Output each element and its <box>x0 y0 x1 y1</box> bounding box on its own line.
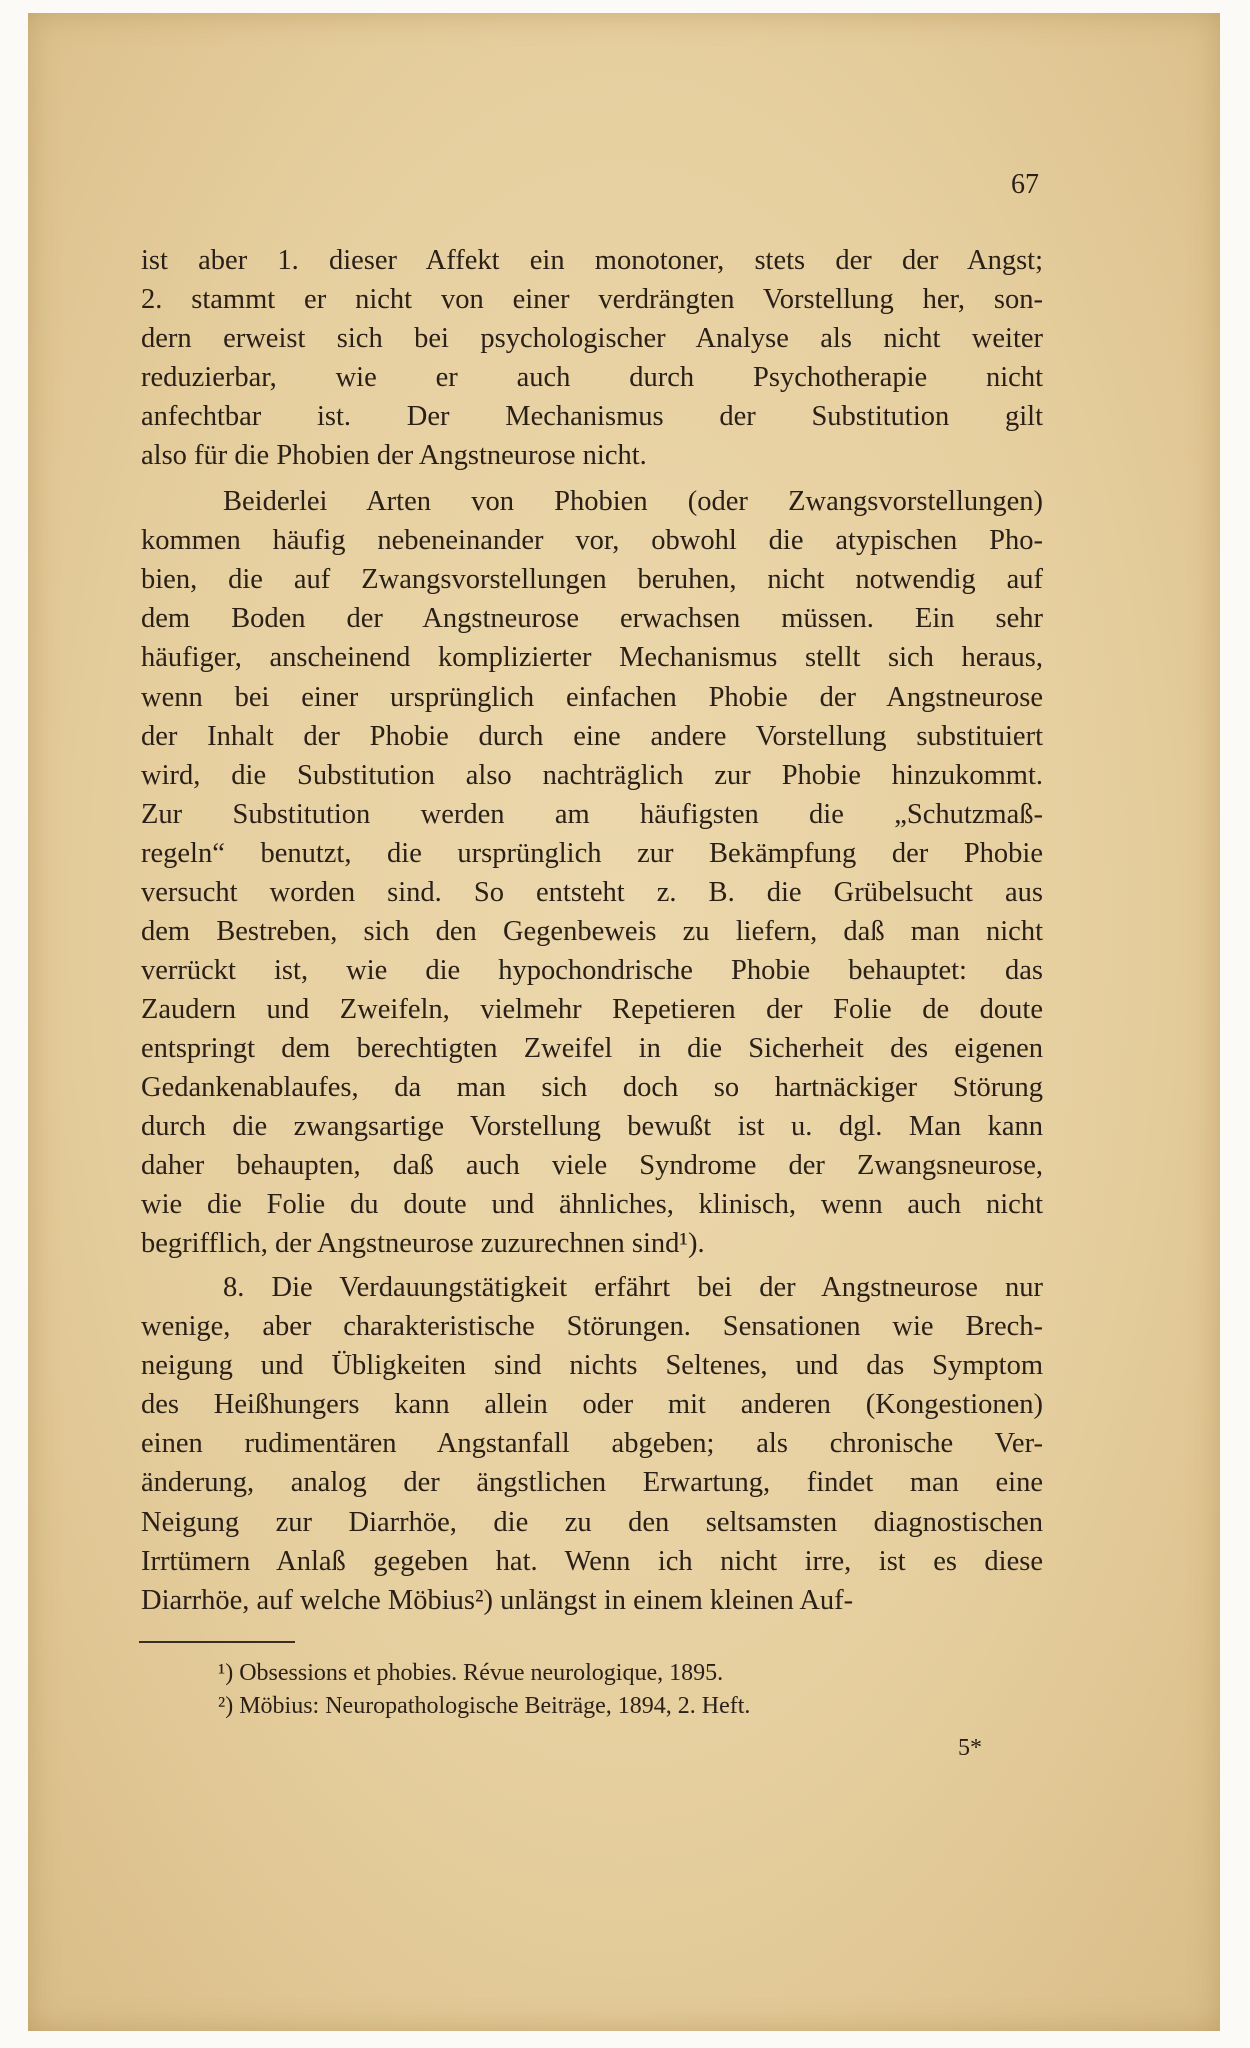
text-line: Zur Substitution werden am häufigsten die „Schutzmaß- <box>141 798 1043 830</box>
text-line: des Heißhungers kann allein oder mit anderen (Kongestionen) <box>141 1389 1043 1421</box>
text-line: Neigung zur Diarrhöe, die zu den seltsamsten diagnostischen <box>141 1506 1043 1538</box>
text-line: kommen häufig nebeneinander vor, obwohl die atypischen Pho- <box>141 525 1043 557</box>
text-line: dem Boden der Angstneurose erwachsen müssen. Ein sehr <box>141 603 1043 635</box>
text-line: durch die zwangsartige Vorstellung bewußt ist u. dgl. Man kann <box>141 1111 1043 1143</box>
text-line: daher behaupten, daß auch viele Syndrome der Zwangsneurose, <box>141 1150 1043 1182</box>
text-line: Zaudern und Zweifeln, vielmehr Repetieren der Folie de doute <box>141 993 1043 1025</box>
text-line: verrückt ist, wie die hypochondrische Phobie behauptet: das <box>141 954 1043 986</box>
page-number: 67 <box>1011 169 1039 200</box>
text-line: reduzierbar, wie er auch durch Psychotherapie nicht <box>141 362 1043 394</box>
book-page <box>28 13 1220 2031</box>
text-line: Beiderlei Arten von Phobien (oder Zwangsvorstellungen) <box>223 486 1043 518</box>
paragraph <box>141 482 1043 1263</box>
text-line: Gedankenablaufes, da man sich doch so hartnäckiger Störung <box>141 1071 1043 1103</box>
text-line: wenige, aber charakteristische Störungen. Sensationen wie Brech- <box>141 1311 1043 1343</box>
text-line: regeln“ benutzt, die ursprünglich zur Bekämpfung der Phobie <box>141 837 1043 869</box>
text-line: wie die Folie du doute und ähnliches, klinisch, wenn auch nicht <box>141 1189 1043 1221</box>
footnote-1: ¹) Obsessions et phobies. Révue neurologique, 1895. <box>218 1660 724 1686</box>
text-line: also für die Phobien der Angstneurose nicht. <box>141 440 647 472</box>
text-line: begrifflich, der Angstneurose zuzurechnen sind¹). <box>141 1228 705 1260</box>
text-line: wenn bei einer ursprünglich einfachen Phobie der Angstneurose <box>141 681 1043 713</box>
paragraph <box>141 1268 1043 1619</box>
text-line: Diarrhöe, auf welche Möbius²) unlängst in einem kleinen Auf- <box>141 1584 854 1616</box>
text-line: bien, die auf Zwangsvorstellungen beruhen, nicht notwendig auf <box>141 564 1043 596</box>
text-line: ist aber 1. dieser Affekt ein monotoner, stets der der Angst; <box>141 245 1043 276</box>
text-line: dem Bestreben, sich den Gegenbeweis zu liefern, daß man nicht <box>141 915 1043 947</box>
body-text <box>141 241 1043 1627</box>
text-line: wird, die Substitution also nachträglich zur Phobie hinzukommt. <box>141 759 1043 791</box>
text-line: der Inhalt der Phobie durch eine andere Vorstellung substituiert <box>141 720 1043 752</box>
text-line: anfechtbar ist. Der Mechanismus der Substitution gilt <box>141 401 1043 433</box>
text-line: dern erweist sich bei psychologischer Analyse als nicht weiter <box>141 323 1043 355</box>
text-line: 8. Die Verdauungstätigkeit erfährt bei der Angstneurose nur <box>223 1272 1043 1304</box>
text-line: entspringt dem berechtigten Zweifel in die Sicherheit des eigenen <box>141 1032 1043 1064</box>
signature-mark: 5* <box>958 1735 982 1761</box>
text-line: Irrtümern Anlaß gegeben hat. Wenn ich nicht irre, ist es diese <box>141 1545 1043 1577</box>
text-line: häufiger, anscheinend komplizierter Mechanismus stellt sich heraus, <box>141 642 1043 674</box>
paragraph <box>141 241 1043 475</box>
text-line: 2. stammt er nicht von einer verdrängten Vorstellung her, son- <box>141 284 1043 316</box>
text-line: versucht worden sind. So entsteht z. B. die Grübelsucht aus <box>141 876 1043 908</box>
footnote-2: ²) Möbius: Neuropathologische Beiträge, 1894, 2. Heft. <box>218 1693 751 1719</box>
footnote-divider <box>139 1641 295 1643</box>
text-line: einen rudimentären Angstanfall abgeben; als chronische Ver- <box>141 1428 1043 1460</box>
text-line: änderung, analog der ängstlichen Erwartung, findet man eine <box>141 1467 1043 1499</box>
text-line: neigung und Übligkeiten sind nichts Seltenes, und das Symptom <box>141 1350 1043 1382</box>
